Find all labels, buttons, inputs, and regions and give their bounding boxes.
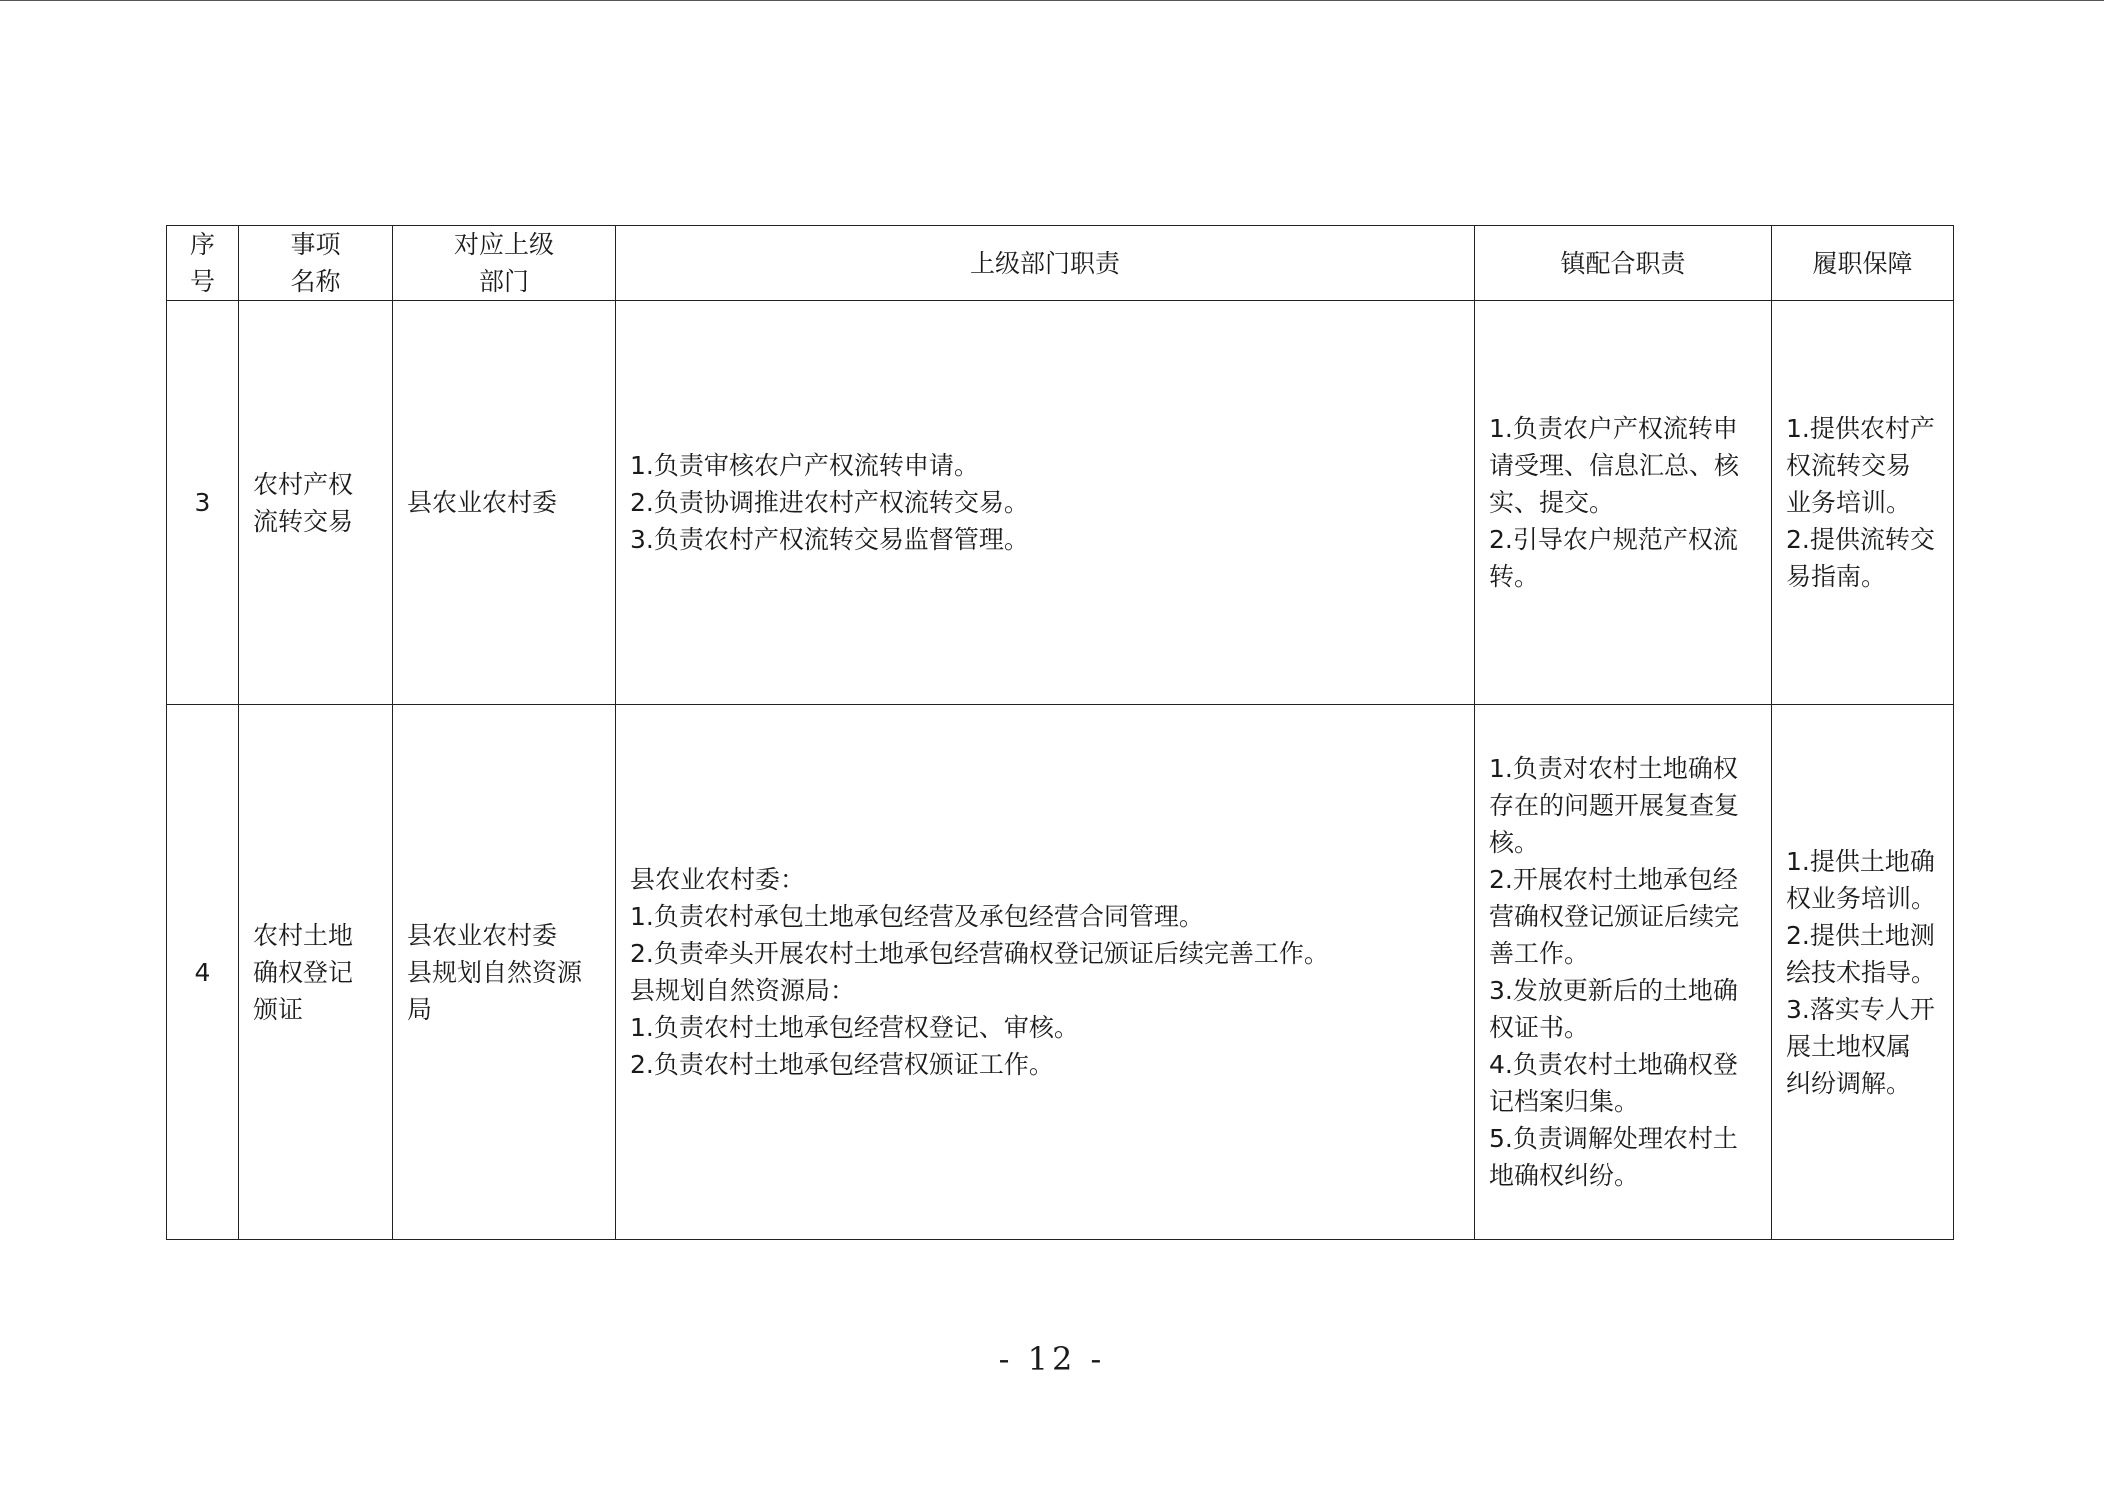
superior-duty-cell: 县农业农村委： 1.负责农村承包土地承包经营及承包经营合同管理。 2.负责牵头开展农村土地承包经营确权登记颁证后续完善工作。 县规划自然资源局： 1.负责农村土地承包经营权登记、审核。 2.负责农村土地承包经营权颁证工作。	[616, 705, 1475, 1240]
header-superior-duty: 上级部门职责	[616, 226, 1475, 301]
header-superior-dept: 对应上级 部门	[393, 226, 616, 301]
guarantee-cell: 1.提供农村产 权流转交易 业务培训。 2.提供流转交 易指南。	[1772, 301, 1954, 705]
superior-duty-cell: 1.负责审核农户产权流转申请。 2.负责协调推进农村产权流转交易。 3.负责农村产权流转交易监督管理。	[616, 301, 1475, 705]
duty-table	[166, 225, 1954, 1240]
header-seq: 序 号	[167, 226, 239, 301]
item-name-cell: 农村土地 确权登记 颁证	[239, 705, 393, 1240]
page-number: - 12 -	[998, 1340, 1106, 1378]
header-guarantee: 履职保障	[1772, 226, 1954, 301]
town-duty-cell: 1.负责对农村土地确权 存在的问题开展复查复 核。 2.开展农村土地承包经 营确权登记颁证后续完 善工作。 3.发放更新后的土地确 权证书。 4.负责农村土地确权登 记档案归集。 5.负责调解处理农村土 地确权纠纷。	[1475, 705, 1772, 1240]
guarantee-cell: 1.提供土地确 权业务培训。 2.提供土地测 绘技术指导。 3.落实专人开 展土地权属 纠纷调解。	[1772, 705, 1954, 1240]
seq-cell: 4	[167, 705, 239, 1240]
superior-dept-cell: 县农业农村委	[393, 301, 616, 705]
superior-dept-cell: 县农业农村委 县规划自然资源 局	[393, 705, 616, 1240]
town-duty-cell: 1.负责农户产权流转申 请受理、信息汇总、核 实、提交。 2.引导农户规范产权流 转。	[1475, 301, 1772, 705]
seq-cell: 3	[167, 301, 239, 705]
header-item-name: 事项 名称	[239, 226, 393, 301]
table-header-row	[167, 226, 1954, 301]
header-town-duty: 镇配合职责	[1475, 226, 1772, 301]
item-name-cell: 农村产权 流转交易	[239, 301, 393, 705]
table-row	[167, 301, 1954, 705]
top-border-line	[0, 0, 2104, 1]
table-row	[167, 705, 1954, 1240]
